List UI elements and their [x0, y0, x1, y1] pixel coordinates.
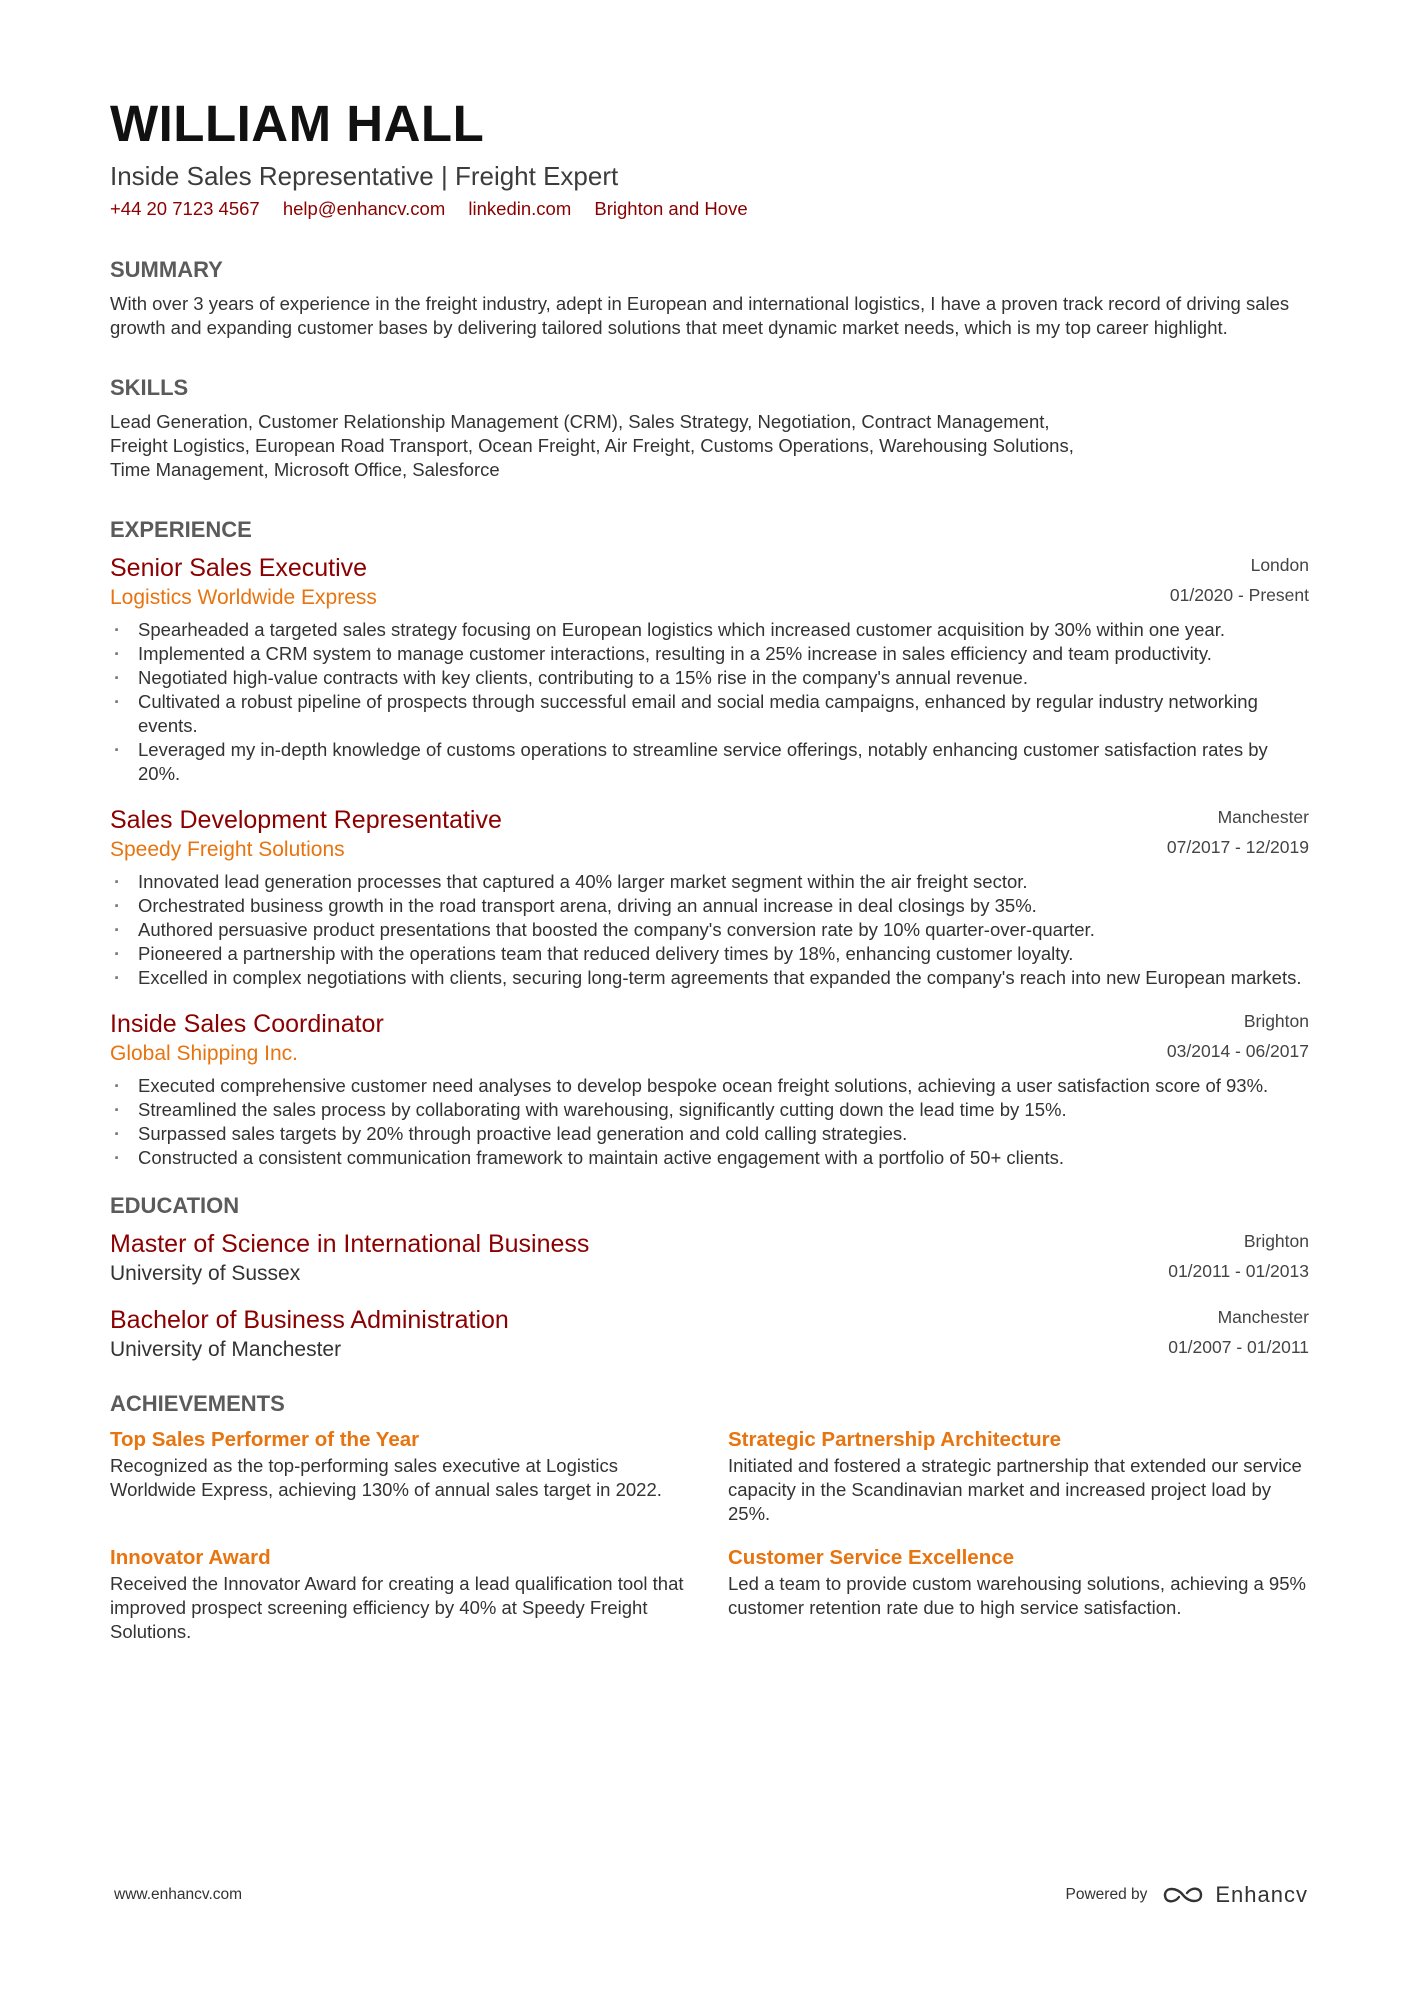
achievement-item: [110, 1426, 700, 1526]
experience-section: [110, 516, 1309, 1170]
resume-content: [110, 92, 1309, 1644]
bullet-item: · Executed comprehensive customer need analyses to develop bespoke ocean freight solutions, achieving a user satisfaction score of 93%.: [110, 1074, 1309, 1098]
education-entry: [110, 1304, 1309, 1364]
candidate-title: Inside Sales Representative | Freight Expert: [110, 161, 619, 191]
achievement-description: Recognized as the top-performing sales executive at Logistics Worldwide Express, achieving 130% of annual sales target in 2022.: [110, 1455, 662, 1500]
achievement-item: [728, 1426, 1308, 1526]
brand-name: Enhancv: [1215, 1882, 1308, 1907]
bullet-item: · Pioneered a partnership with the operations team that reduced delivery times by 18%, enhancing customer loyalty.: [110, 942, 1309, 966]
summary-text: With over 3 years of experience in the freight industry, adept in European and international logistics, I have a proven track record of driving sales growth and expanding customer bases by delivering tailored solutions that meet dynamic market needs, which is my top career highlight.: [110, 293, 1290, 338]
job-dates: 01/2020 - Present: [1169, 585, 1309, 605]
summary-section: [110, 256, 1309, 340]
footer-website[interactable]: www.enhancv.com: [114, 1886, 243, 1903]
job-title: Sales Development Representative: [110, 806, 502, 834]
entry-header: [110, 552, 1309, 612]
skills-line: Lead Generation, Customer Relationship Management (CRM), Sales Strategy, Negotiation, Contract Management,: [110, 411, 1050, 432]
experience-entry: [110, 804, 1309, 990]
achievement-list: [110, 870, 1309, 990]
enhancv-logo-icon: [1161, 1883, 1207, 1907]
skills-section: [110, 374, 1309, 482]
achievement-description: Led a team to provide custom warehousing solutions, achieving a 95% customer retention rate due to high service satisfaction.: [728, 1573, 1306, 1618]
entry-header: [110, 1304, 1309, 1364]
job-dates: 07/2017 - 12/2019: [1166, 837, 1309, 857]
job-location: Brighton: [1243, 1011, 1309, 1031]
experience-entry: [110, 552, 1309, 786]
achievement-title: Top Sales Performer of the Year: [110, 1428, 420, 1451]
job-location: Manchester: [1217, 807, 1309, 827]
achievement-title: Strategic Partnership Architecture: [728, 1428, 1062, 1451]
bullet-item: · Constructed a consistent communication framework to maintain active engagement with a portfolio of 50+ clients.: [110, 1146, 1309, 1170]
resume-header: [110, 92, 1309, 222]
contact-phone[interactable]: +44 20 7123 4567: [110, 198, 260, 219]
achievement-item: [110, 1544, 700, 1644]
bullet-item: · Implemented a CRM system to manage customer interactions, resulting in a 25% increase in sales efficiency and team productivity.: [110, 642, 1309, 666]
achievement-description: Initiated and fostered a strategic partnership that extended our service capacity in the Scandinavian market and increased project load by 25%.: [728, 1455, 1302, 1524]
contact-line: [110, 196, 1309, 222]
entry-header: [110, 804, 1309, 864]
entry-meta: [1168, 1304, 1309, 1358]
powered-by-label: Powered by: [1065, 1886, 1148, 1903]
page-footer: [114, 1882, 1308, 1908]
bullet-item: · Authored persuasive product presentations that boosted the company's conversion rate by 10% quarter-over-quarter.: [110, 918, 1309, 942]
achievement-list: [110, 1074, 1309, 1170]
degree-title: Bachelor of Business Administration: [110, 1306, 509, 1334]
achievement-title: Innovator Award: [110, 1546, 271, 1569]
company-name: Logistics Worldwide Express: [110, 586, 377, 609]
section-title-summary: SUMMARY: [110, 257, 223, 282]
entry-meta: [1168, 1228, 1309, 1282]
bullet-item: · Cultivated a robust pipeline of prospects through successful email and social media campaigns, enhanced by regular industry networking events.: [110, 690, 1309, 738]
bullet-item: · Spearheaded a targeted sales strategy focusing on European logistics which increased customer acquisition by 30% within one year.: [110, 618, 1309, 642]
study-dates: 01/2011 - 01/2013: [1168, 1261, 1309, 1281]
job-title: Inside Sales Coordinator: [110, 1010, 384, 1038]
study-dates: 01/2007 - 01/2011: [1168, 1337, 1309, 1357]
bullet-item: · Leveraged my in-depth knowledge of customs operations to streamline service offerings, notably enhancing customer satisfaction rates by 20%.: [110, 738, 1309, 786]
candidate-name: WILLIAM HALL: [110, 95, 485, 152]
school-name: University of Sussex: [110, 1262, 301, 1285]
achievements-grid: [110, 1426, 1309, 1644]
achievement-list: [110, 618, 1309, 786]
entry-meta: [1167, 804, 1309, 858]
footer-branding: [1066, 1882, 1308, 1908]
entry-header: [110, 1008, 1309, 1068]
section-title-achievements: ACHIEVEMENTS: [110, 1391, 285, 1416]
section-title-education: EDUCATION: [110, 1193, 240, 1218]
bullet-item: · Innovated lead generation processes that captured a 40% larger market segment within the air freight sector.: [110, 870, 1309, 894]
school-name: University of Manchester: [110, 1338, 342, 1361]
bullet-item: · Surpassed sales targets by 20% through proactive lead generation and cold calling strategies.: [110, 1122, 1309, 1146]
section-title-skills: SKILLS: [110, 375, 189, 400]
entry-meta: [1170, 552, 1309, 606]
bullet-item: · Excelled in complex negotiations with clients, securing long-term agreements that expanded the company's reach into new European markets.: [110, 966, 1309, 990]
skills-line: Freight Logistics, European Road Transport, Ocean Freight, Air Freight, Customs Operations, Warehousing Solutions,: [110, 435, 1074, 456]
contact-email[interactable]: help@enhancv.com: [282, 198, 446, 219]
achievements-section: [110, 1390, 1309, 1644]
job-location: London: [1250, 555, 1309, 575]
achievement-title: Customer Service Excellence: [728, 1546, 1015, 1569]
company-name: Global Shipping Inc.: [110, 1042, 298, 1065]
bullet-item: · Streamlined the sales process by collaborating with warehousing, significantly cutting down the lead time by 15%.: [110, 1098, 1309, 1122]
skills-line: Time Management, Microsoft Office, Salesforce: [110, 459, 500, 480]
contact-linkedin[interactable]: linkedin.com: [468, 198, 572, 219]
achievement-item: [728, 1544, 1308, 1644]
contact-location: Brighton and Hove: [594, 198, 748, 219]
school-location: Brighton: [1243, 1231, 1309, 1251]
school-location: Manchester: [1217, 1307, 1309, 1327]
job-title: Senior Sales Executive: [110, 554, 368, 582]
brand-logo[interactable]: [1161, 1882, 1308, 1908]
company-name: Speedy Freight Solutions: [110, 838, 345, 861]
achievement-description: Received the Innovator Award for creating a lead qualification tool that improved prospect screening efficiency by 40% at Speedy Freight Solutions.: [110, 1573, 684, 1642]
job-dates: 03/2014 - 06/2017: [1166, 1041, 1309, 1061]
section-title-experience: EXPERIENCE: [110, 517, 252, 542]
education-section: [110, 1192, 1309, 1364]
entry-meta: [1167, 1008, 1309, 1062]
degree-title: Master of Science in International Business: [110, 1230, 590, 1258]
education-entry: [110, 1228, 1309, 1288]
entry-header: [110, 1228, 1309, 1288]
bullet-item: · Negotiated high-value contracts with key clients, contributing to a 15% rise in the company's annual revenue.: [110, 666, 1309, 690]
experience-entry: [110, 1008, 1309, 1170]
bullet-item: · Orchestrated business growth in the road transport arena, driving an annual increase in deal closings by 35%.: [110, 894, 1309, 918]
